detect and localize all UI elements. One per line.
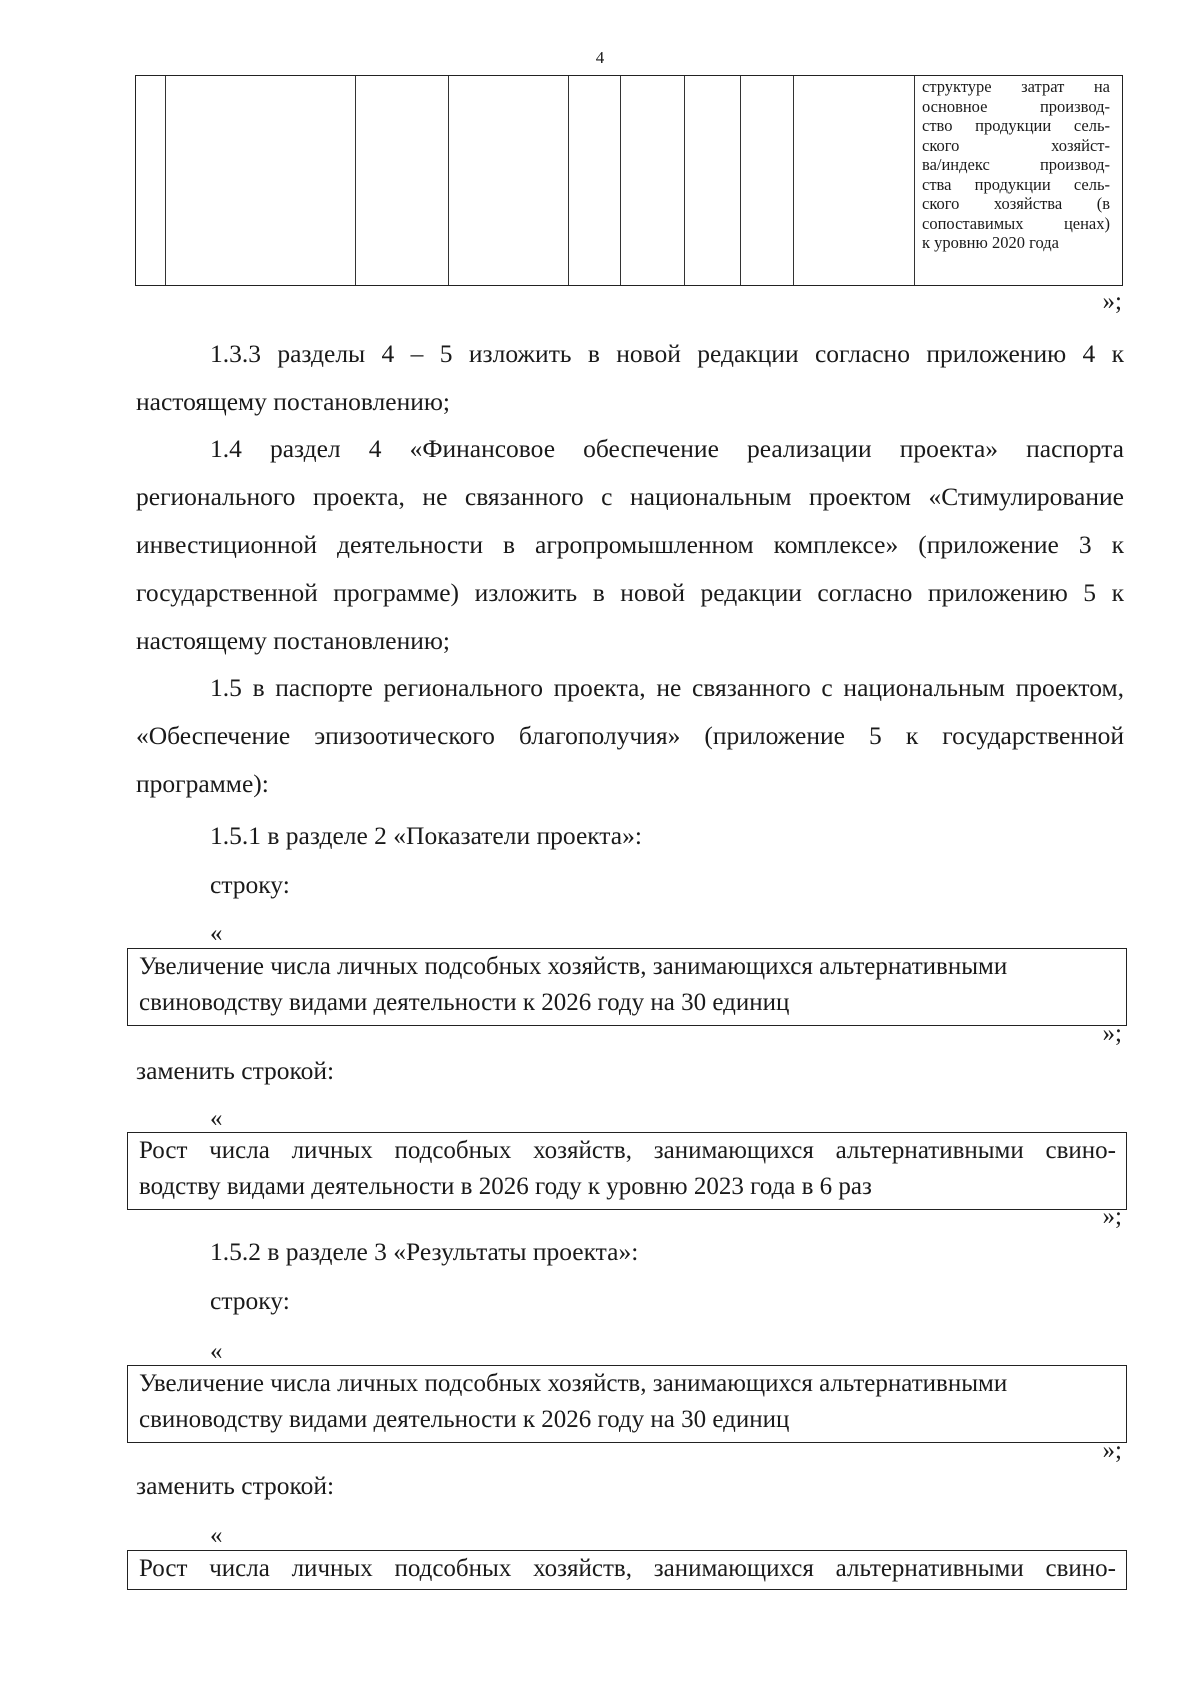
table-cell-line: основное производ- <box>922 96 1110 116</box>
paragraph-1-5: 1.5 в паспорте регионального проекта, не связанного с национальным проектом, «Обеспечение эпизоотического благополучия» (приложение 5 к государственной программе): <box>136 673 1124 798</box>
paragraph-1-3-3: 1.3.3 разделы 4 – 5 изложить в новой редакции согласно приложению 4 к настоящему постановлению; <box>136 339 1124 416</box>
opening-quote: « <box>210 1105 223 1132</box>
indicator-table-fragment <box>135 75 1123 286</box>
opening-quote: « <box>210 1522 223 1549</box>
table-column-divider <box>740 76 741 285</box>
closing-quote: »; <box>1102 1020 1122 1047</box>
table-column-divider <box>165 76 166 285</box>
box-line: свиноводству видами деятельности к 2026 году на 30 единиц <box>139 989 790 1016</box>
new-indicator-box <box>127 1132 1127 1210</box>
box-line: водству видами деятельности в 2026 году к уровню 2023 года в 6 раз <box>139 1173 872 1200</box>
paragraph-1-5-1: 1.5.1 в разделе 2 «Показатели проекта»: <box>210 821 642 850</box>
new-result-box <box>127 1550 1127 1590</box>
row-label: строку: <box>210 1286 290 1315</box>
table-column-divider <box>793 76 794 285</box>
replace-label: заменить строкой: <box>136 1056 335 1085</box>
closing-quote: »; <box>1102 1437 1122 1464</box>
table-column-divider <box>568 76 569 285</box>
closing-quote: »; <box>1102 1203 1122 1230</box>
table-column-divider <box>355 76 356 285</box>
box-line: Рост числа личных подсобных хозяйств, занимающихся альтернативными свино- <box>139 1137 1116 1164</box>
table-cell-line: сопоставимых ценах) <box>922 213 1110 233</box>
table-cell-line: ство продукции сель- <box>922 116 1110 135</box>
table-cell-indicator-description <box>914 76 1114 285</box>
table-cell-line: ского хозяйст- <box>922 135 1110 155</box>
row-label: строку: <box>210 870 290 899</box>
paragraph-1-4: 1.4 раздел 4 «Финансовое обеспечение реализации проекта» паспорта регионального проекта, не связанного с национальным проектом «Стимулирование инвестиционной деятельности в агропромышленном комплексе» (приложение 3 к государственной программе) изложить в новой редакции согласно приложению 5 к настоящему постановлению; <box>136 434 1124 655</box>
replace-label: заменить строкой: <box>136 1471 335 1500</box>
box-line: свиноводству видами деятельности к 2026 году на 30 единиц <box>139 1406 790 1433</box>
page-number: 4 <box>595 48 605 67</box>
table-cell-line: ства продукции сель- <box>922 174 1110 194</box>
opening-quote: « <box>210 1338 223 1365</box>
table-column-divider <box>448 76 449 285</box>
box-line: Рост числа личных подсобных хозяйств, занимающихся альтернативными свино- <box>139 1555 1116 1582</box>
table-cell-line: ва/индекс производ- <box>922 155 1110 174</box>
old-indicator-box <box>127 948 1127 1026</box>
closing-quote: »; <box>1102 288 1122 315</box>
table-cell-line: к уровню 2020 года <box>922 233 1059 252</box>
paragraph-1-5-2: 1.5.2 в разделе 3 «Результаты проекта»: <box>210 1237 639 1266</box>
box-line: Увеличение числа личных подсобных хозяйств, занимающихся альтернативными <box>139 953 1008 980</box>
box-line: Увеличение числа личных подсобных хозяйств, занимающихся альтернативными <box>139 1370 1008 1397</box>
table-cell-line: структуре затрат на <box>922 77 1110 96</box>
table-column-divider <box>620 76 621 285</box>
old-result-box <box>127 1365 1127 1443</box>
table-cell-line: ского хозяйства (в <box>922 194 1110 213</box>
opening-quote: « <box>210 920 223 947</box>
table-column-divider <box>684 76 685 285</box>
